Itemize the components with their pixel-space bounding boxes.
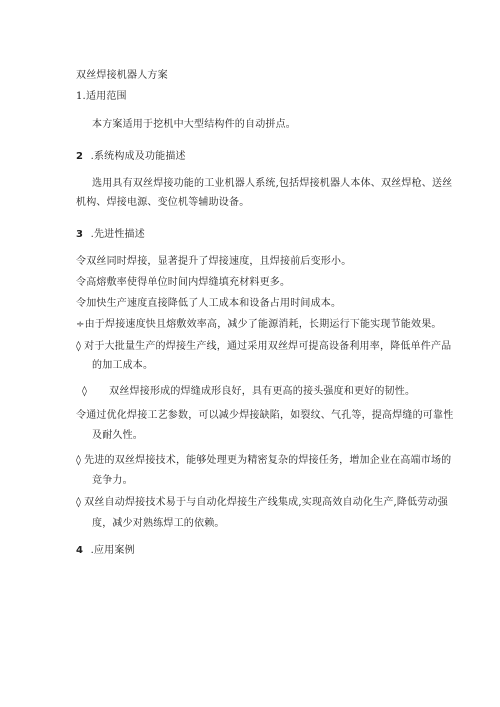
section-4-number: 4 — [76, 545, 84, 556]
list-item — [76, 409, 453, 423]
section-3-heading — [76, 228, 145, 242]
list-item — [82, 385, 415, 399]
list-item-text: 由于焊接速度快且熔敷效率高，减少了能源消耗，长期运行下能实现节能效果。 — [84, 319, 442, 330]
list-item-continuation: 度，减少对熟练焊工的依赖。 — [92, 518, 225, 529]
section-4-title: .应用案例 — [90, 545, 135, 556]
bullet-glyph: ◊ — [76, 497, 82, 508]
list-item-text: 双丝焊接形成的焊缝成形良好，具有更高的接头强度和更好的韧性。 — [109, 386, 416, 397]
section-3-number: 3 — [76, 229, 84, 240]
list-item-text: 先进的双丝焊接技术，能够处理更为精密复杂的焊接任务，增加企业在高端市场的 — [84, 455, 452, 466]
list-item-text: 高熔敷率使得单位时间内焊缝填充材料更多。 — [86, 277, 291, 288]
bullet-glyph: ◊ — [82, 386, 88, 397]
list-item-text: 加快生产速度直接降低了人工成本和设备占用时间成本。 — [86, 298, 342, 309]
bullet-glyph: 令 — [76, 256, 87, 267]
bullet-glyph: 令 — [76, 277, 87, 288]
list-item-continuation: 的加工成本。 — [92, 360, 154, 371]
bullet-glyph: ◊ — [76, 341, 82, 352]
section-2-number: 2 — [76, 151, 84, 162]
list-item-text: 双丝自动焊接技术易于与自动化焊接生产线集成,实现高效自动化生产,降低劳动强 — [84, 497, 448, 508]
list-item — [76, 318, 442, 332]
list-item — [76, 496, 448, 510]
section-1-heading: 1.适用范围 — [76, 91, 127, 102]
list-item — [76, 297, 341, 311]
bullet-glyph: ◊ — [76, 455, 82, 466]
list-item — [76, 454, 451, 468]
list-item-text: 双丝同时焊接，显著提升了焊接速度，且焊接前后变形小。 — [86, 256, 352, 267]
document-title: 双丝焊接机器人方案 — [76, 70, 168, 81]
section-2-body-line-2: 机构、焊接电源、变位机等辅助设备。 — [76, 197, 250, 208]
list-item-continuation: 及耐久性。 — [92, 430, 143, 441]
section-2-body-line-1: 选用具有双丝焊接功能的工业机器人系统,包括焊接机器人本体、双丝焊枪、送丝 — [92, 178, 453, 189]
section-2-heading — [76, 150, 186, 164]
bullet-glyph: ÷ — [76, 319, 85, 330]
list-item — [76, 276, 290, 290]
list-item-text: 对于大批量生产的焊接生产线，通过采用双丝焊可提高设备利用率，降低单件产品 — [84, 341, 452, 352]
section-1-body: 本方案适用于挖机中大型结构件的自动拼点。 — [92, 119, 296, 130]
section-2-title: .系统构成及功能描述 — [90, 151, 186, 162]
list-item-continuation: 竞争力。 — [92, 475, 133, 486]
section-3-title: .先进性描述 — [90, 229, 145, 240]
list-item — [76, 340, 451, 354]
list-item-text: 通过优化焊接工艺参数，可以减少焊接缺陷，如裂纹、气孔等，提高焊缝的可靠性 — [86, 410, 454, 421]
bullet-glyph: 令 — [76, 298, 87, 309]
section-4-heading — [76, 544, 135, 558]
bullet-glyph: 令 — [76, 410, 87, 421]
list-item — [76, 255, 351, 269]
